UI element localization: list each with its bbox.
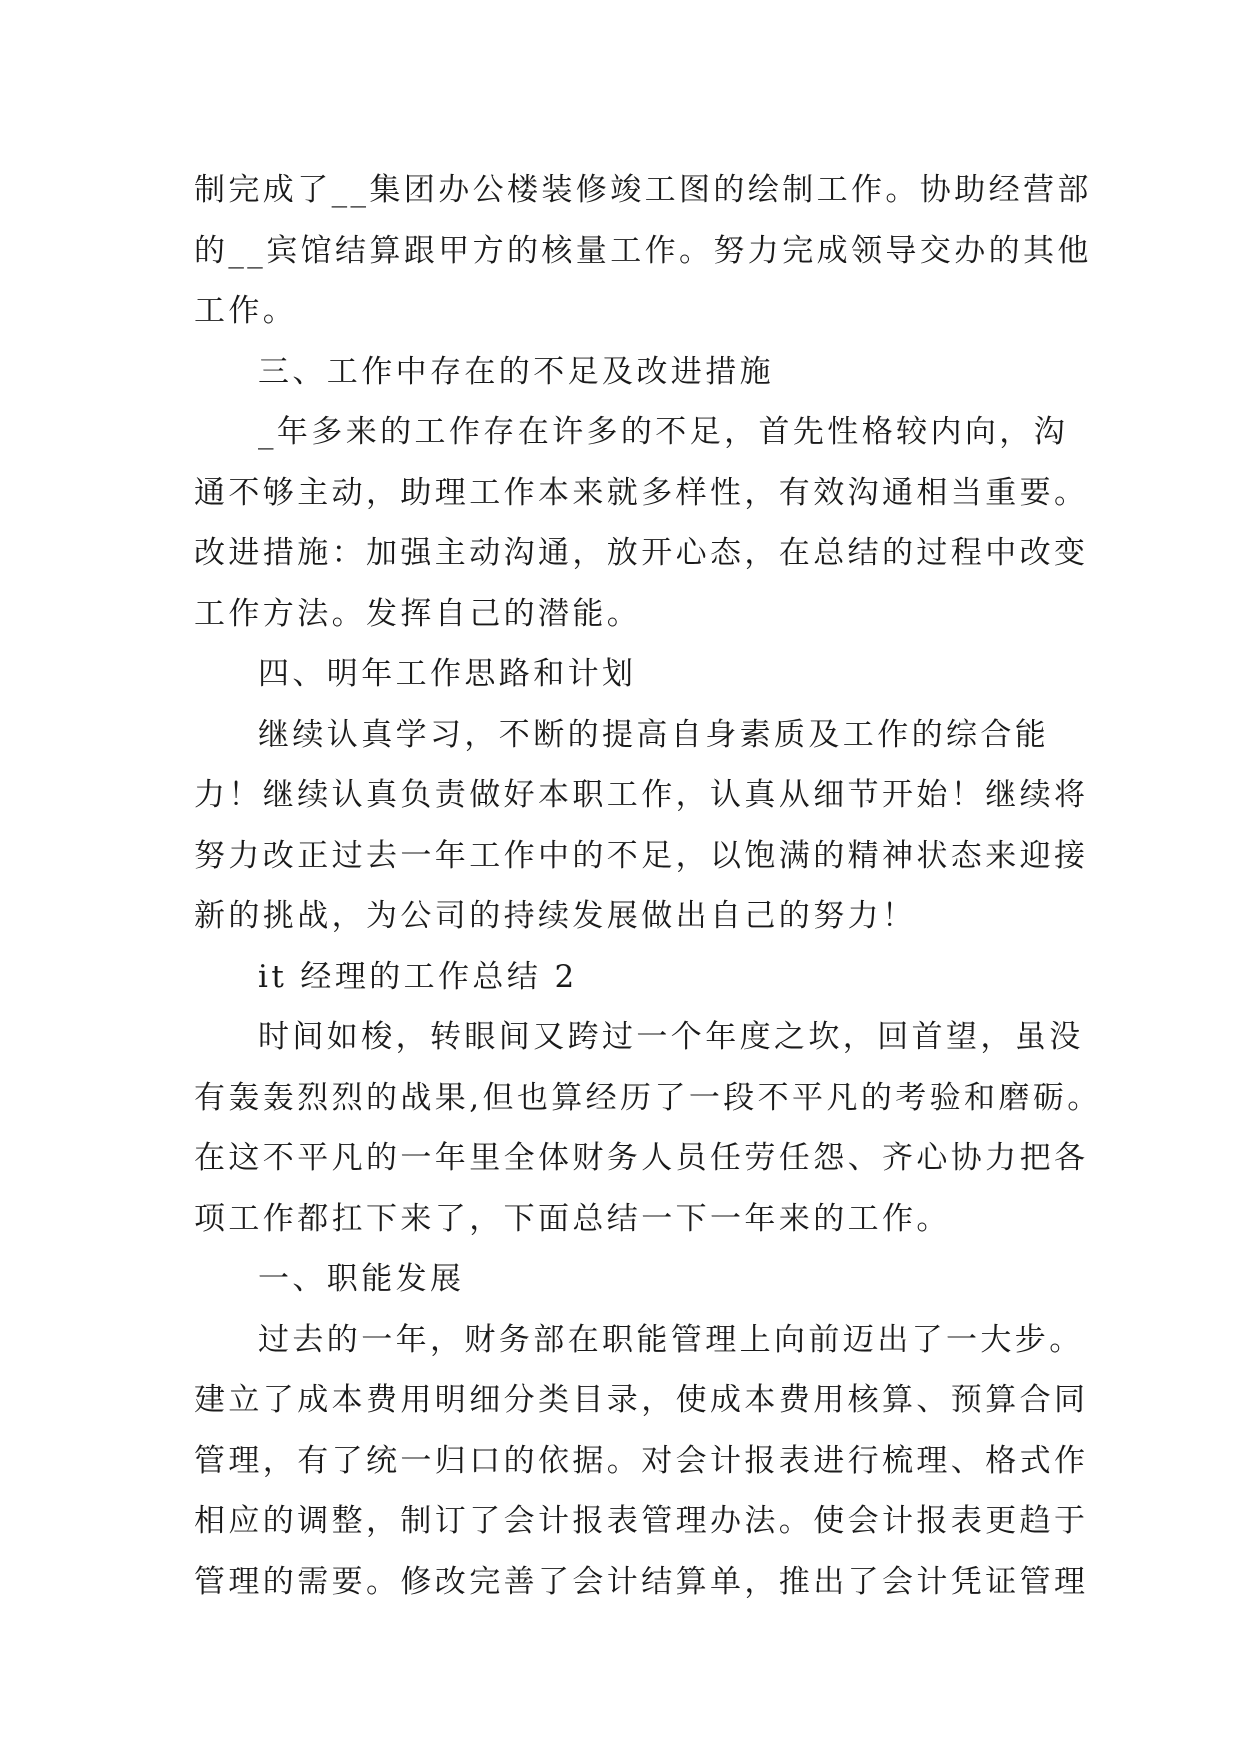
text-line: 在这不平凡的一年里全体财务人员任劳任怨、齐心协力把各 xyxy=(194,1140,1089,1176)
text-line: 项工作都扛下来了，下面总结一下一年来的工作。 xyxy=(194,1200,951,1237)
text-line: 相应的调整，制订了会计报表管理办法。使会计报表更趋于 xyxy=(194,1503,1089,1539)
section-heading-1: 一、职能发展 xyxy=(258,1261,465,1297)
text-line: 努力改正过去一年工作中的不足，以饱满的精神状态来迎接 xyxy=(194,837,1089,874)
text-line: 管理，有了统一归口的依据。对会计报表进行梳理、格式作 xyxy=(194,1442,1089,1479)
text-line: 时间如梭，转眼间又跨过一个年度之坎，回首望，虽没 xyxy=(258,1019,1084,1055)
text-line: 力！继续认真负责做好本职工作，认真从细节开始！继续将 xyxy=(194,777,1089,813)
text-line: 建立了成本费用明细分类目录，使成本费用核算、预算合同 xyxy=(194,1382,1089,1418)
article-title: it 经理的工作总结 2 xyxy=(258,958,578,995)
text-line: _年多来的工作存在许多的不足，首先性格较内向，沟 xyxy=(258,414,1069,450)
text-line: 制完成了__集团办公楼装修竣工图的绘制工作。协助经营部 xyxy=(194,172,1092,208)
text-line: 工作方法。发挥自己的潜能。 xyxy=(194,595,642,632)
text-line: 有轰轰烈烈的战果,但也算经历了一段不平凡的考验和磨砺。 xyxy=(194,1079,1102,1116)
text-line: 工作。 xyxy=(194,293,298,329)
section-heading-4: 四、明年工作思路和计划 xyxy=(258,656,637,692)
text-line: 改进措施：加强主动沟通，放开心态，在总结的过程中改变 xyxy=(194,535,1089,571)
text-line: 继续认真学习，不断的提高自身素质及工作的综合能 xyxy=(258,716,1050,753)
text-line: 管理的需要。修改完善了会计结算单，推出了会计凭证管理 xyxy=(194,1563,1089,1600)
text-line: 通不够主动，助理工作本来就多样性，有效沟通相当重要。 xyxy=(194,474,1089,511)
text-line: 的__宾馆结算跟甲方的核量工作。努力完成领导交办的其他 xyxy=(194,232,1092,269)
document-body xyxy=(194,160,1102,1612)
section-heading-3: 三、工作中存在的不足及改进措施 xyxy=(258,353,774,390)
text-line: 过去的一年，财务部在职能管理上向前迈出了一大步。 xyxy=(258,1321,1084,1358)
text-line: 新的挑战，为公司的持续发展做出自己的努力！ xyxy=(194,898,917,934)
